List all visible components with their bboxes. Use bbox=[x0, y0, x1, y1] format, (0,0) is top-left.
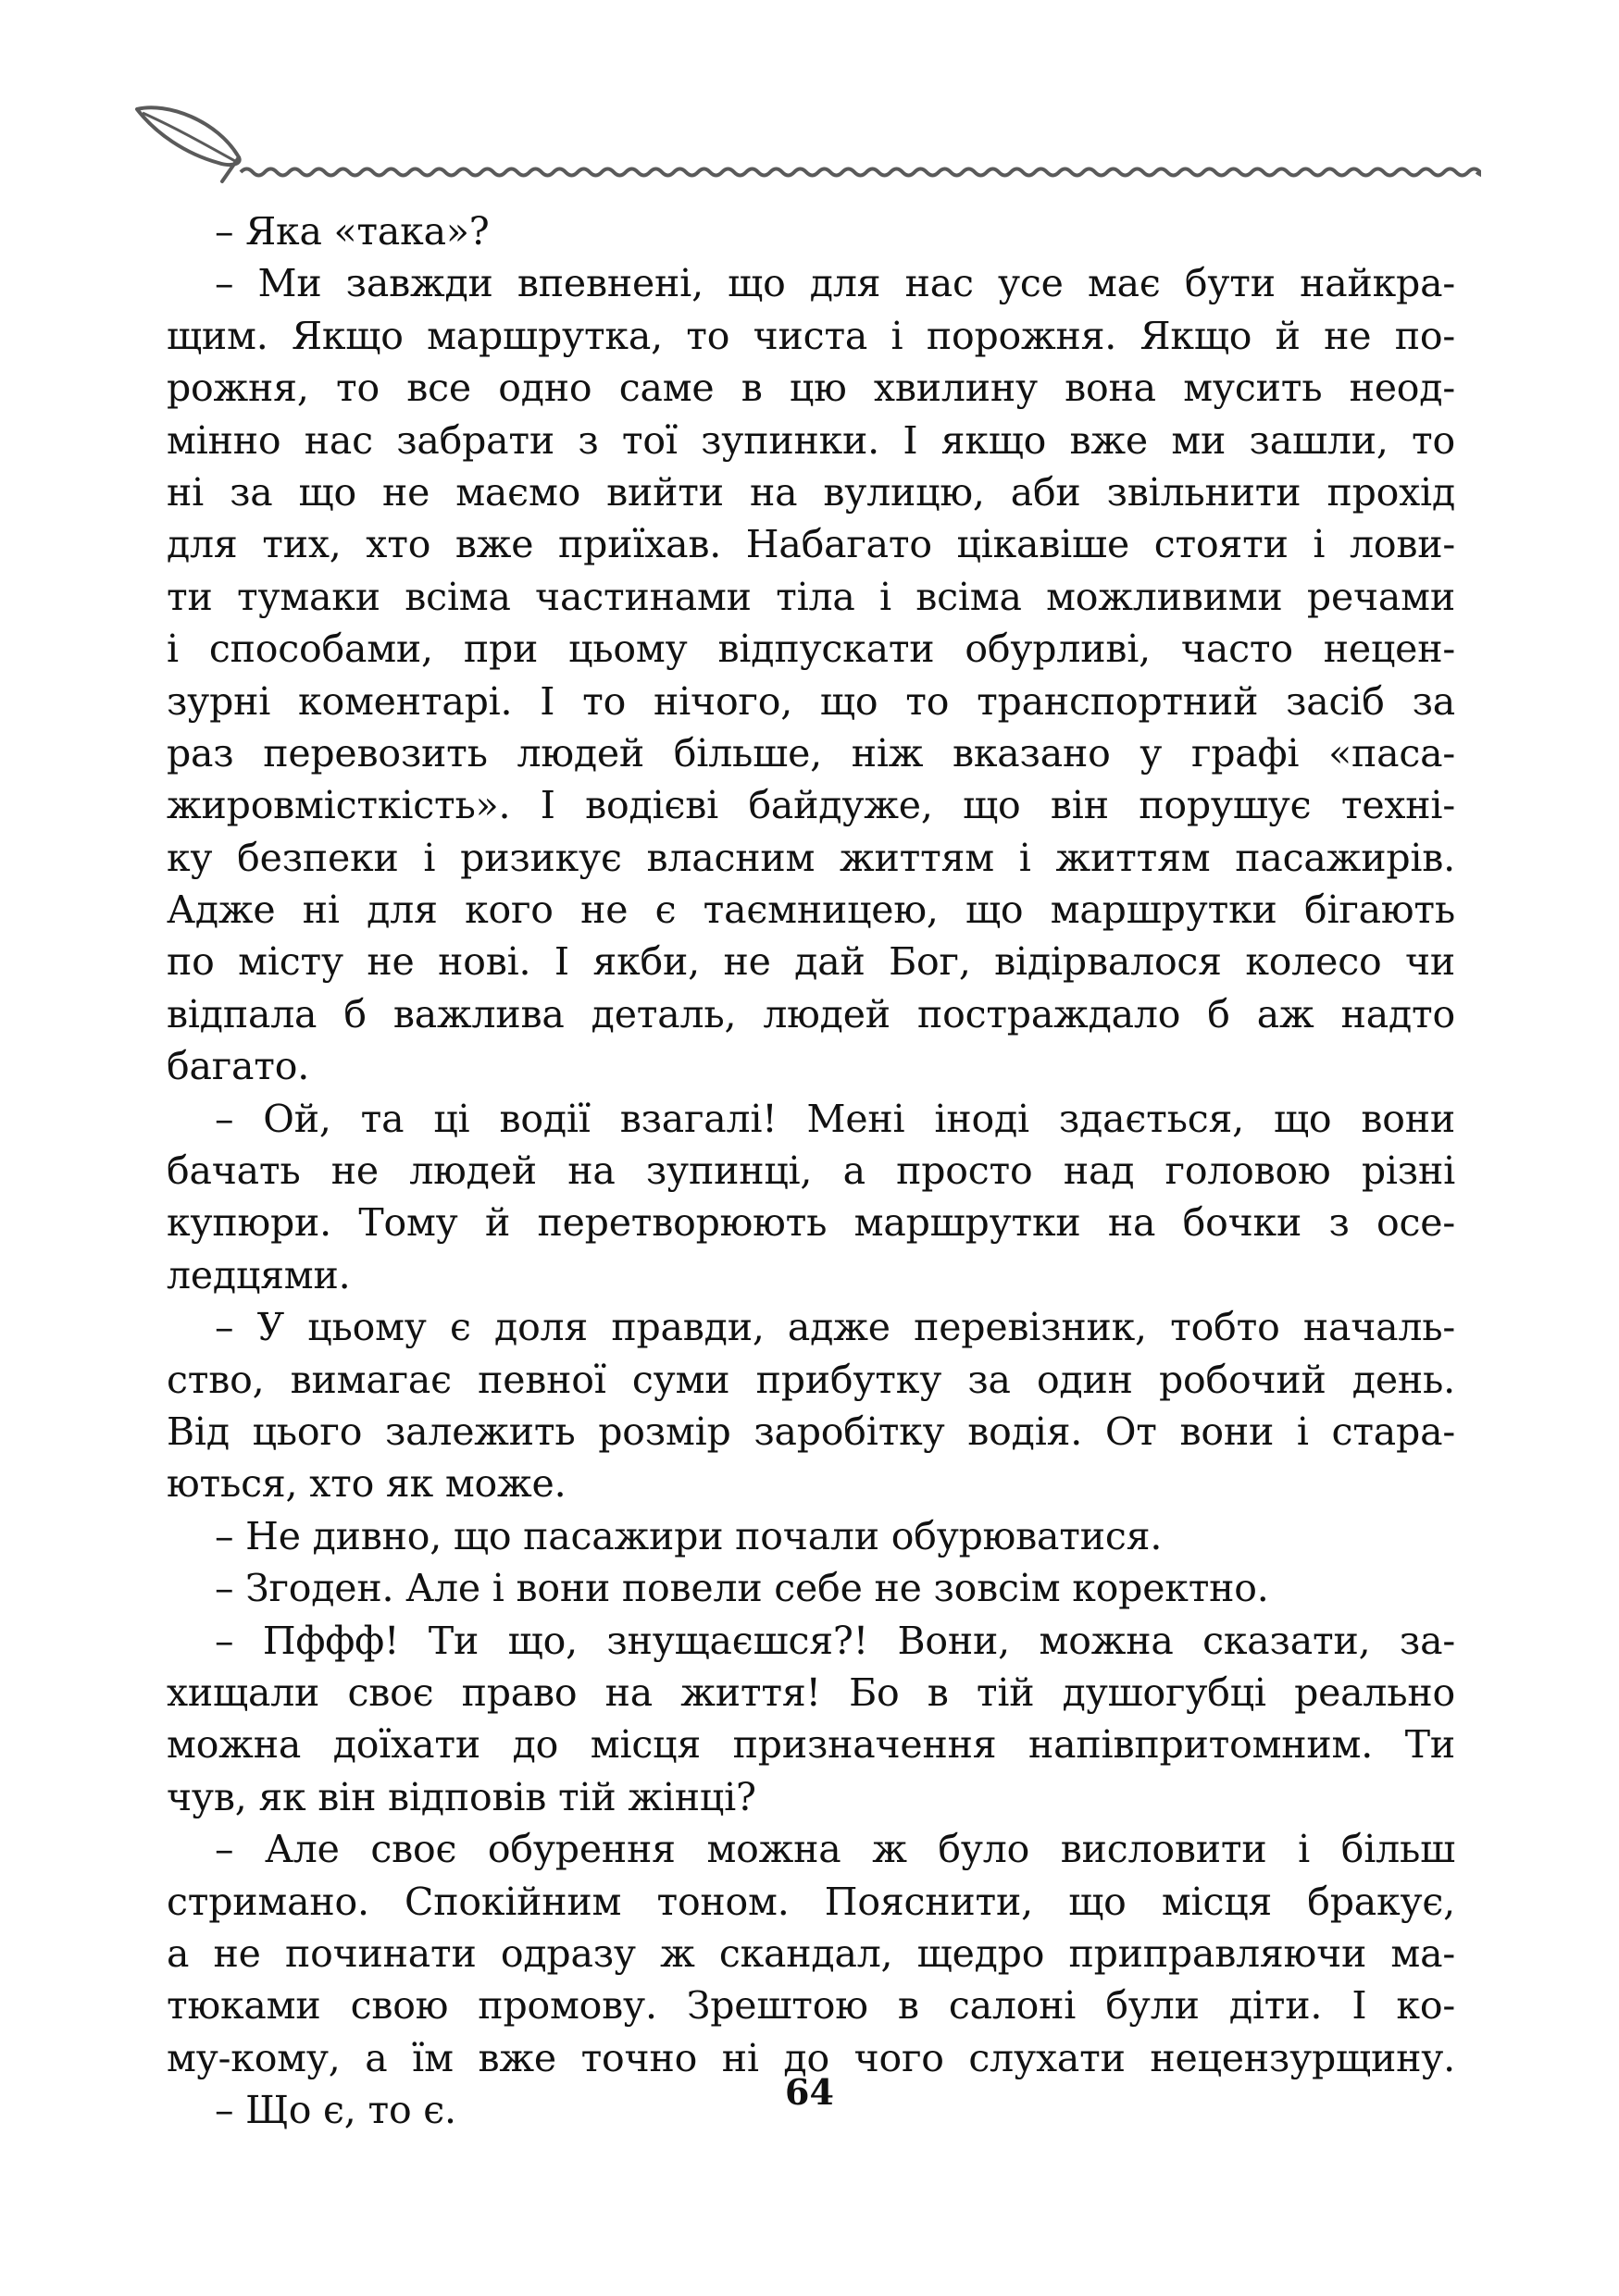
page-number: 64 bbox=[785, 2071, 834, 2113]
text-line: ні за що не маємо вийти на вулицю, аби звільнити прохід bbox=[167, 469, 1455, 515]
text-line: зурні коментарі. І то нічого, що то транспортний засіб за bbox=[167, 678, 1455, 724]
text-line: рожня, то все одно саме в цю хвилину вона мусить неод- bbox=[167, 366, 1455, 411]
text-line: – У цьому є доля правди, адже перевізник, тобто началь- bbox=[215, 1305, 1455, 1350]
text-line: – Згоден. Але і вони повели себе не зовсім коректно. bbox=[215, 1566, 1269, 1611]
header-ornament bbox=[130, 93, 1481, 194]
text-line: стримано. Спокійним тоном. Пояснити, що місця бракує, bbox=[167, 1879, 1455, 1924]
text-line: Від цього залежить розмір заробітку водія. От вони і стара- bbox=[167, 1409, 1455, 1454]
text-line: і способами, при цьому відпускати обурливі, часто нецен- bbox=[167, 627, 1455, 672]
text-line: му-кому, а їм вже точно ні до чого слухати нецензурщину. bbox=[167, 2035, 1455, 2080]
text-line: багато. bbox=[167, 1044, 310, 1089]
text-line: щим. Якщо маршрутка, то чиста і порожня. Якщо й не по- bbox=[167, 313, 1455, 358]
text-line: ку безпеки і ризикує власним життям і життям пасажирів. bbox=[167, 835, 1455, 880]
feather-icon bbox=[137, 107, 240, 181]
text-line: – Але своє обурення можна ж було висловити і більш bbox=[215, 1827, 1455, 1872]
text-line: а не починати одразу ж скандал, щедро приправляючи ма- bbox=[167, 1930, 1455, 1976]
text-line: бачать не людей на зупинці, а просто над головою різні bbox=[167, 1148, 1455, 1194]
text-line: можна доїхати до місця призначення напівпритомним. Ти bbox=[167, 1722, 1455, 1768]
text-line: – Яка «така»? bbox=[215, 209, 490, 254]
text-line: ледцями. bbox=[167, 1252, 351, 1297]
text-line: хищали своє право на життя! Бо в тій душогубці реально bbox=[167, 1669, 1455, 1715]
wavy-divider bbox=[241, 169, 1481, 176]
text-line: по місту не нові. І якби, не дай Бог, відірвалося колесо чи bbox=[167, 939, 1455, 985]
body-text bbox=[167, 205, 1455, 2136]
text-line: мінно нас забрати з тої зупинки. І якщо вже ми зашли, то bbox=[167, 417, 1455, 463]
text-line: ються, хто як може. bbox=[167, 1461, 567, 1507]
text-line: – Що є, то є. bbox=[215, 2088, 456, 2133]
text-line: для тих, хто вже приїхав. Набагато цікавіше стояти і лови- bbox=[167, 522, 1455, 567]
text-line: купюри. Тому й перетворюють маршрутки на бочки з осе- bbox=[167, 1200, 1455, 1246]
text-line: відпала б важлива деталь, людей постраждало б аж надто bbox=[167, 991, 1455, 1036]
text-line: Адже ні для кого не є таємницею, що маршрутки бігають bbox=[167, 887, 1455, 933]
text-line: жировмісткість». І водієві байдуже, що він порушує техні- bbox=[167, 783, 1455, 828]
text-line: чув, як він відповів тій жінці? bbox=[167, 1774, 756, 1819]
text-line: – Ми завжди впевнені, що для нас усе має бути найкра- bbox=[215, 261, 1455, 306]
text-line: тюками свою промову. Зрештою в салоні були діти. І ко- bbox=[167, 1983, 1455, 2029]
text-line: – Не дивно, що пасажири почали обурюватися. bbox=[215, 1513, 1163, 1558]
text-line: раз перевозить людей більше, ніж вказано у графі «паса- bbox=[167, 730, 1455, 776]
header-ornament-graphic bbox=[130, 93, 1481, 194]
text-line: ство, вимагає певної суми прибутку за один робочий день. bbox=[167, 1357, 1455, 1402]
text-line: ти тумаки всіма частинами тіла і всіма можливими речами bbox=[167, 574, 1455, 619]
text-line: – Пффф! Ти що, знущаєшся?! Вони, можна сказати, за- bbox=[215, 1618, 1455, 1663]
text-line: – Ой, та ці водії взагалі! Мені іноді здається, що вони bbox=[215, 1096, 1455, 1141]
